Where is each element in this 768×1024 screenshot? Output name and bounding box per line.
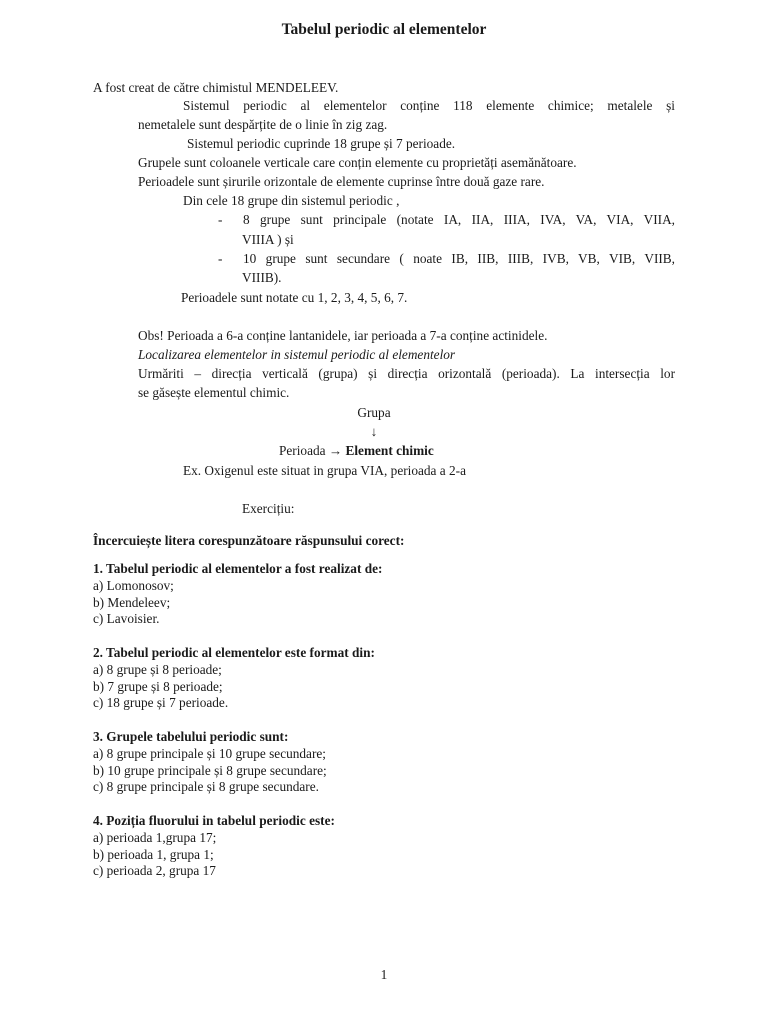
groups-definition: Grupele sunt coloanele verticale care conțin elemente cu proprietăți asemănătoare. (138, 155, 577, 170)
option-1b[interactable]: b) Mendeleev; (93, 595, 171, 610)
option-1a[interactable]: a) Lomonosov; (93, 578, 174, 593)
obs-note: Obs! Perioada a 6-a conține lantanidele, iar perioada a 7-a conține actinidele. (138, 328, 548, 343)
question-4: 4. Poziția fluorului in tabelul periodic este: (93, 813, 335, 828)
periods-noted: Perioadele sunt notate cu 1, 2, 3, 4, 5, 6, 7. (181, 290, 408, 305)
exercise-instruction: Încercuiește litera corespunzătoare răspunsului corect: (93, 533, 405, 548)
system-line-3: Sistemul periodic cuprinde 18 grupe și 7 perioade. (187, 136, 456, 151)
question-1: 1. Tabelul periodic al elementelor a fost realizat de: (93, 561, 383, 576)
option-2b[interactable]: b) 7 grupe și 8 perioade; (93, 679, 223, 694)
diagram-group-label: Grupa (357, 405, 391, 420)
localization-heading: Localizarea elementelor in sistemul periodic al elementelor (138, 347, 456, 362)
question-3: 3. Grupele tabelului periodic sunt: (93, 729, 289, 744)
page-number: 1 (380, 967, 388, 982)
option-4c[interactable]: c) perioada 2, grupa 17 (93, 863, 216, 878)
secondary-groups-line-1: 10 grupe sunt secundare ( noate IB, IIB, IIIB, IVB, VB, VIB, VIIB, (243, 251, 675, 266)
option-4a[interactable]: a) perioada 1,grupa 17; (93, 830, 217, 845)
option-3c[interactable]: c) 8 grupe principale și 8 grupe secundare. (93, 779, 319, 794)
diagram-period-label: Perioada → (279, 443, 343, 458)
secondary-groups-line-2: VIIIB). (242, 270, 282, 285)
option-3a[interactable]: a) 8 grupe principale și 10 grupe secundare; (93, 746, 326, 761)
list-dash: - (218, 212, 223, 227)
option-2c[interactable]: c) 18 grupe și 7 perioade. (93, 695, 229, 710)
diagram-element-label: Element chimic (345, 443, 434, 458)
exercise-heading: Exercițiu: (242, 501, 295, 516)
question-2: 2. Tabelul periodic al elementelor este format din: (93, 645, 375, 660)
oxygen-example: Ex. Oxigenul este situat in grupa VIA, perioada a 2-a (183, 463, 466, 478)
follow-line-1: Urmăriti – direcția verticală (grupa) și direcția orizontală (perioada). La intersecția lor (138, 366, 675, 381)
system-line-1: Sistemul periodic al elementelor conține 118 elemente chimice; metalele și (183, 98, 675, 113)
diagram-period-row (279, 441, 434, 460)
system-line-2: nemetalele sunt despărțite de o linie în zig zag. (138, 117, 388, 132)
creator-line: A fost creat de către chimistul MENDELEEV. (93, 80, 339, 95)
periods-definition: Perioadele sunt șirurile orizontale de elemente cuprinse între două gaze rare. (138, 174, 545, 189)
option-2a[interactable]: a) 8 grupe și 8 perioade; (93, 662, 222, 677)
main-groups-line-1: 8 grupe sunt principale (notate IA, IIA, IIIA, IVA, VA, VIA, VIIA, (243, 212, 675, 227)
from-18-groups: Din cele 18 grupe din sistemul periodic , (183, 193, 400, 208)
list-dash: - (218, 251, 223, 266)
page-title: Tabelul periodic al elementelor (281, 21, 487, 38)
option-3b[interactable]: b) 10 grupe principale și 8 grupe secundare; (93, 763, 327, 778)
main-groups-line-2: VIIIA ) și (242, 232, 294, 247)
option-4b[interactable]: b) perioada 1, grupa 1; (93, 847, 214, 862)
follow-line-2: se găsește elementul chimic. (138, 385, 290, 400)
option-1c[interactable]: c) Lavoisier. (93, 611, 160, 626)
arrow-down-icon: ↓ (370, 424, 378, 439)
